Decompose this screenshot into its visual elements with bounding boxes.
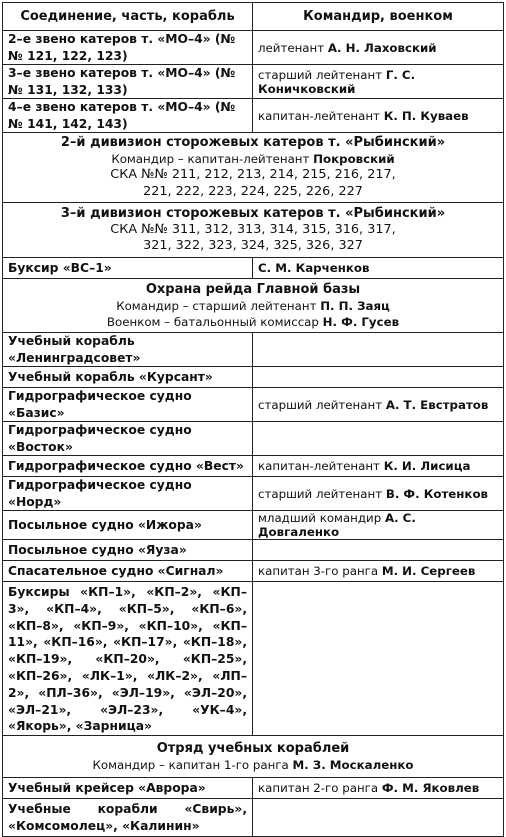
commander-cell [253, 333, 504, 367]
unit-cell: Учебный корабль «Курсант» [3, 367, 253, 388]
boat-list: 321, 322, 323, 324, 325, 326, 327 [143, 238, 363, 253]
division-3-section [3, 203, 504, 258]
commander-cell [253, 540, 504, 561]
section-row [3, 279, 504, 333]
fleet-roster-table [2, 2, 504, 837]
unit-cell: Учебный крейсер «Аврора» [3, 778, 253, 799]
unit-cell: Гидрографическое судно «Базис» [3, 388, 253, 422]
table-row [3, 99, 504, 133]
division-2-section [3, 133, 504, 203]
section-commander: Командир – капитан 1-го ранга М. З. Москаленко [92, 757, 414, 772]
commander-cell: лейтенант А. Н. Лаховский [253, 31, 504, 65]
section-row [3, 736, 504, 778]
unit-cell: Гидрографическое судно «Восток» [3, 422, 253, 456]
table-row [3, 388, 504, 422]
commander-cell [253, 422, 504, 456]
table-row [3, 456, 504, 477]
unit-cell: Учебные корабли «Свирь», «Комсомолец», «Калинин» [3, 799, 253, 837]
commander-cell: капитан-лейтенант К. П. Куваев [253, 99, 504, 133]
commander-cell [253, 367, 504, 388]
section-title: Отряд учебных кораблей [156, 740, 350, 756]
header-commander: Командир, военком [253, 3, 504, 31]
table-row [3, 582, 504, 736]
section-commander: Командир – старший лейтенант П. П. Заяц [116, 298, 390, 313]
table-row [3, 540, 504, 561]
unit-cell: 3–е звено катеров т. «МО–4» (№№ 131, 132, 133) [3, 65, 253, 99]
boat-list: СКА №№ 211, 212, 213, 214, 215, 216, 217, [110, 167, 396, 182]
table-row [3, 31, 504, 65]
unit-cell: Посыльное судно «Яуза» [3, 540, 253, 561]
unit-cell: Буксир «ВС–1» [3, 258, 253, 279]
section-title: 2–й дивизион сторожевых катеров т. «Рыбинский» [60, 135, 446, 150]
boat-list: 221, 222, 223, 224, 225, 226, 227 [143, 183, 363, 199]
commander-cell: старший лейтенант В. Ф. Котенков [253, 477, 504, 511]
header-unit: Соединение, часть, корабль [3, 3, 253, 31]
commander-cell: старший лейтенант А. Т. Евстратов [253, 388, 504, 422]
unit-cell: Гидрографическое судно «Норд» [3, 477, 253, 511]
section-row [3, 203, 504, 258]
training-squadron-section [3, 736, 504, 778]
header-row [3, 3, 504, 31]
unit-cell: Учебный корабль «Ленинградсовет» [3, 333, 253, 367]
commander-cell: капитан 3-го ранга М. И. Сергеев [253, 561, 504, 582]
commander-cell [253, 799, 504, 837]
commander-cell [253, 582, 504, 736]
section-commander: Командир – капитан-лейтенант Покровский [111, 152, 395, 166]
commander-cell: младший командир А. С. Довгаленко [253, 511, 504, 540]
table-row [3, 477, 504, 511]
section-title: 3–й дивизион сторожевых катеров т. «Рыбинский» [60, 205, 446, 221]
table-row [3, 561, 504, 582]
table-row [3, 367, 504, 388]
table-row [3, 333, 504, 367]
unit-cell: Гидрографическое судно «Вест» [3, 456, 253, 477]
table-row [3, 258, 504, 279]
commander-cell: С. М. Карченков [253, 258, 504, 279]
section-commissar: Военком – батальонный комиссар Н. Ф. Гусев [106, 314, 400, 329]
unit-cell: 2–е звено катеров т. «МО–4» (№№ 121, 122, 123) [3, 31, 253, 65]
commander-cell: капитан-лейтенант К. И. Лисица [253, 456, 504, 477]
table-row [3, 778, 504, 799]
tugs-list-cell: Буксиры «КП–1», «КП–2», «КП–3», «КП–4», «КП–5», «КП–6», «КП–8», «КП–9», «КП–10», «КП–11», «КП–16», «КП–17», «КП–18», «КП–19», «КП–20», «КП–25», «КП–26», «ЛК–1», «ЛК–2», «ЛП–2», «ПЛ–36», «ЭЛ–19», «ЭЛ–20», «ЭЛ–21», «ЭЛ–23», «УК–4», «Якорь», «Зарница» [3, 582, 253, 736]
commander-cell: старший лейтенант Г. С. Коничковский [253, 65, 504, 99]
unit-cell: Спасательное судно «Сигнал» [3, 561, 253, 582]
unit-cell: Посыльное судно «Ижора» [3, 511, 253, 540]
unit-cell: 4–е звено катеров т. «МО–4» (№№ 141, 142, 143) [3, 99, 253, 133]
boat-list: СКА №№ 311, 312, 313, 314, 315, 316, 317, [110, 221, 396, 237]
table-row [3, 511, 504, 540]
section-row [3, 133, 504, 203]
section-title: Охрана рейда Главной базы [145, 281, 361, 297]
commander-cell: капитан 2-го ранга Ф. М. Яковлев [253, 778, 504, 799]
table-row [3, 65, 504, 99]
table-row [3, 799, 504, 837]
raid-guard-section [3, 279, 504, 333]
table-row [3, 422, 504, 456]
